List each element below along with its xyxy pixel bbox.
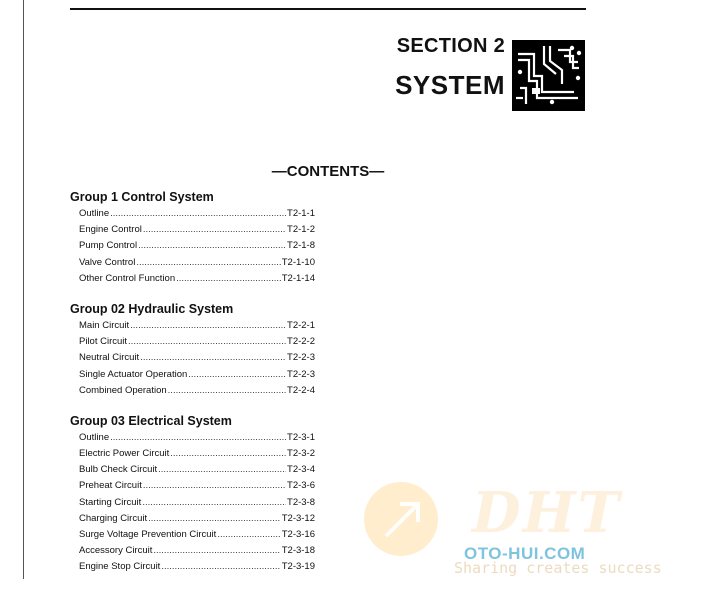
entry-page: T2-1-1	[287, 208, 315, 219]
entry-page: T2-2-3	[287, 352, 315, 364]
toc-entry[interactable]	[70, 208, 315, 224]
entry-label: Bulb Check Circuit	[79, 464, 158, 476]
entry-label: Main Circuit	[79, 319, 130, 331]
contents-heading: —CONTENTS—	[271, 163, 385, 180]
entry-page: T2-1-14	[281, 272, 315, 284]
dot-leader	[153, 545, 280, 556]
entry-label: Electric Power Circuit	[79, 448, 170, 460]
dot-leader	[188, 369, 286, 380]
toc-entry[interactable]	[70, 464, 315, 480]
toc-entry[interactable]	[70, 257, 315, 273]
dot-leader	[140, 352, 286, 363]
toc-entry[interactable]	[70, 320, 315, 336]
dot-leader	[142, 497, 286, 508]
entry-page: T2-3-18	[281, 545, 315, 557]
section-label: SECTION 2	[396, 35, 505, 57]
watermark-logo: DHT	[472, 480, 622, 546]
toc-entry[interactable]	[70, 448, 315, 464]
dot-leader	[143, 224, 286, 235]
entry-label: Pump Control	[79, 240, 138, 252]
watermark-brand: OTO-HUI.COM	[464, 544, 586, 563]
entry-page: T2-3-12	[281, 512, 315, 524]
entry-label: Outline	[79, 431, 110, 443]
entry-label: Engine Control	[79, 224, 142, 236]
toc-entry[interactable]	[70, 545, 315, 561]
entry-label: Accessory Circuit	[79, 545, 153, 557]
watermark	[362, 478, 706, 579]
toc-entry[interactable]	[70, 224, 315, 240]
dot-leader	[136, 257, 280, 268]
top-rule	[70, 8, 586, 10]
entry-page: T2-3-16	[281, 529, 315, 540]
toc-group-hydraulic-system	[70, 302, 315, 401]
dot-leader	[110, 432, 286, 443]
table-of-contents	[70, 190, 315, 591]
toc-entry[interactable]	[70, 561, 315, 577]
entry-label: Charging Circuit	[79, 512, 148, 524]
entry-page: T2-3-8	[287, 496, 315, 508]
dot-leader	[168, 385, 286, 396]
entry-label: Combined Operation	[79, 384, 167, 396]
arrow-icon	[382, 496, 426, 540]
entry-label: Starting Circuit	[79, 496, 142, 508]
entry-page: T2-2-1	[287, 319, 315, 331]
toc-entry[interactable]	[70, 513, 315, 529]
left-margin-rule	[23, 0, 24, 579]
group-title: Group 03 Electrical System	[70, 413, 232, 428]
entry-label: Preheat Circuit	[79, 480, 142, 492]
dot-leader	[217, 529, 280, 540]
entry-label: Valve Control	[79, 256, 136, 268]
section-title: SYSTEM	[395, 70, 505, 100]
machine-schematic-icon	[512, 40, 585, 111]
toc-group-control-system	[70, 190, 315, 289]
toc-entry[interactable]	[70, 497, 315, 513]
toc-entry[interactable]	[70, 240, 315, 256]
dot-leader	[138, 240, 286, 251]
dot-leader	[170, 448, 286, 459]
group-title: Group 02 Hydraulic System	[70, 301, 234, 316]
entry-label: Neutral Circuit	[79, 352, 140, 364]
entry-page: T2-2-3	[287, 368, 315, 380]
entry-label: Outline	[79, 208, 110, 219]
dot-leader	[143, 480, 286, 491]
entry-page: T2-1-8	[287, 240, 315, 252]
toc-entry[interactable]	[70, 385, 315, 401]
toc-entry[interactable]	[70, 432, 315, 448]
toc-entry[interactable]	[70, 480, 315, 496]
entry-page: T2-3-4	[287, 464, 315, 476]
watermark-slogan: Sharing creates success	[454, 559, 662, 577]
toc-entry[interactable]	[70, 352, 315, 368]
toc-entry[interactable]	[70, 529, 315, 545]
dot-leader	[130, 320, 286, 331]
entry-label: Surge Voltage Prevention Circuit	[79, 529, 217, 540]
dot-leader	[158, 464, 286, 475]
entry-page: T2-3-2	[287, 448, 315, 460]
entry-page: T2-2-4	[287, 384, 315, 396]
dot-leader	[128, 336, 286, 347]
dot-leader	[176, 273, 281, 284]
entry-label: Single Actuator Operation	[79, 368, 188, 380]
entry-page: T2-3-19	[281, 561, 315, 573]
entry-page: T2-3-6	[287, 480, 315, 492]
toc-entry[interactable]	[70, 336, 315, 352]
entry-page: T2-1-2	[287, 224, 315, 236]
toc-entry[interactable]	[70, 273, 315, 289]
dot-leader	[110, 208, 286, 219]
group-title: Group 1 Control System	[70, 190, 214, 204]
dot-leader	[148, 513, 281, 524]
dot-leader	[161, 561, 280, 572]
entry-page: T2-3-1	[287, 431, 315, 443]
toc-entry[interactable]	[70, 369, 315, 385]
entry-label: Engine Stop Circuit	[79, 561, 161, 573]
entry-page: T2-1-10	[281, 256, 315, 268]
toc-group-electrical-system	[70, 414, 315, 578]
entry-label: Pilot Circuit	[79, 336, 128, 348]
entry-label: Other Control Function	[79, 272, 176, 284]
entry-page: T2-2-2	[287, 336, 315, 348]
